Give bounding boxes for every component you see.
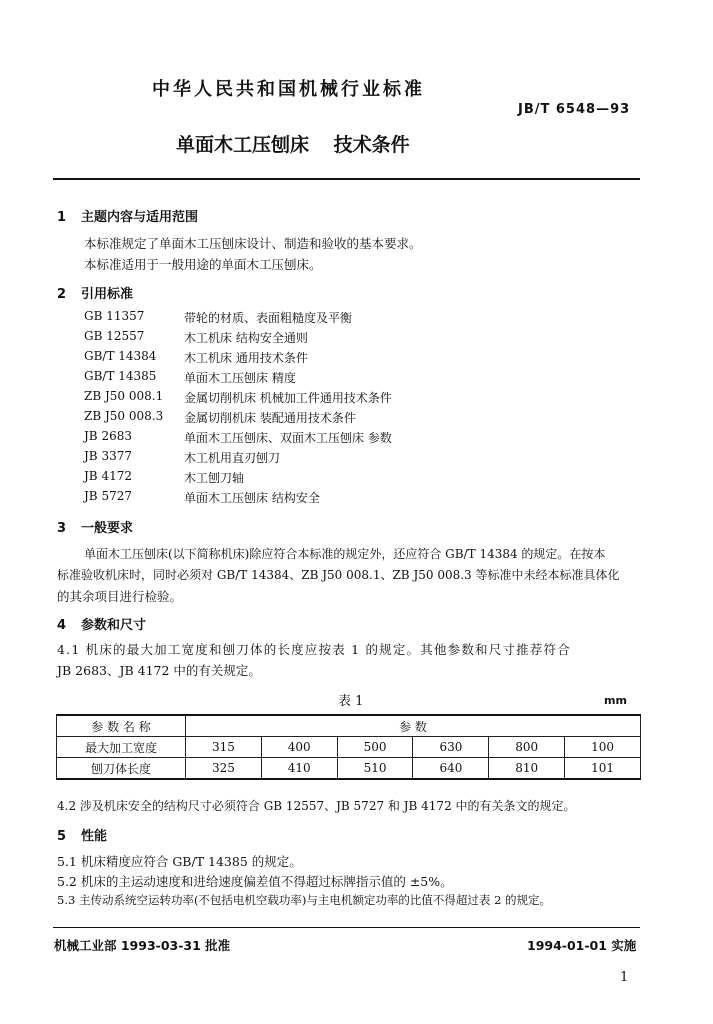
standard-code: JB/T 6548—93 — [518, 102, 631, 117]
parameter-table — [56, 714, 641, 780]
ref-title: 单面木工压刨床、双面木工压刨床 参数 — [184, 431, 392, 445]
table-cell: 810 — [489, 758, 565, 780]
section-3-heading: 3 一般要求 — [57, 521, 134, 536]
section-4-heading: 4 参数和尺寸 — [57, 618, 147, 633]
table-cell: 630 — [413, 737, 489, 758]
ref-code: GB/T 14385 — [84, 369, 157, 383]
table-caption: 表 1 — [338, 694, 364, 709]
section-3-line-3: 的其余项目进行检验。 — [57, 589, 183, 604]
ref-code: JB 3377 — [84, 449, 132, 463]
ref-code: GB/T 14384 — [84, 349, 157, 363]
ref-title: 金属切削机床 装配通用技术条件 — [184, 411, 356, 425]
document-title: 单面木工压刨床 技术条件 — [176, 134, 410, 156]
section-5-heading: 5 性能 — [57, 829, 108, 844]
ref-title: 木工机用直刃刨刀 — [184, 451, 281, 465]
table-cell: 400 — [261, 737, 337, 758]
table-cell: 410 — [261, 758, 337, 780]
table-cell: 500 — [337, 737, 413, 758]
section-1-heading: 1 主题内容与适用范围 — [57, 210, 199, 225]
effective-date: 1994-01-01 实施 — [527, 938, 637, 953]
clause-5-2: 5.2 机床的主运动速度和进给速度偏差值不得超过标牌指示值的 ±5%。 — [57, 874, 453, 889]
ref-title: 木工刨刀轴 — [184, 471, 245, 485]
footer-rule — [53, 927, 640, 928]
table-row — [57, 737, 641, 758]
clause-5-3: 5.3 主传动系统空运转功率(不包括电机空载功率)与主电机额定功率的比值不得超过表 2 的规定。 — [57, 893, 552, 907]
ref-title: 单面木工压刨床 精度 — [184, 371, 296, 385]
clause-4-1-line-1: 4.1 机床的最大加工宽度和刨刀体的长度应按表 1 的规定。其他参数和尺寸推荐符合 — [57, 642, 571, 657]
table-header-row — [57, 715, 641, 737]
table-cell: 640 — [413, 758, 489, 780]
issuing-body: 中华人民共和国机械行业标准 — [152, 79, 425, 100]
table-cell: 315 — [186, 737, 262, 758]
table-header-cell: 参 数 — [186, 715, 641, 737]
table-unit: mm — [604, 694, 627, 707]
table-cell: 800 — [489, 737, 565, 758]
section-3-line-2: 标准验收机床时，同时必须对 GB/T 14384、ZB J50 008.1、ZB J50 008.3 等标准中未经本标准具体化 — [57, 568, 620, 582]
ref-code: JB 2683 — [84, 429, 132, 443]
header-rule — [53, 178, 640, 180]
ref-code: ZB J50 008.1 — [84, 389, 164, 403]
ref-code: JB 5727 — [84, 489, 132, 503]
ref-code: GB 11357 — [84, 309, 145, 323]
ref-code: JB 4172 — [84, 469, 132, 483]
table-cell: 刨刀体长度 — [57, 758, 186, 780]
clause-4-1-line-2: JB 2683、JB 4172 中的有关规定。 — [57, 663, 261, 678]
clause-4-2: 4.2 涉及机床安全的结构尺寸必须符合 GB 12557、JB 5727 和 JB 4172 中的有关条文的规定。 — [57, 799, 576, 813]
table-cell: 100 — [565, 737, 641, 758]
page-number: 1 — [620, 970, 629, 985]
approval-date: 机械工业部 1993-03-31 批准 — [54, 938, 231, 953]
ref-code: ZB J50 008.3 — [84, 409, 164, 423]
table-cell: 101 — [565, 758, 641, 780]
ref-title: 单面木工压刨床 结构安全 — [184, 491, 320, 505]
table-cell: 325 — [186, 758, 262, 780]
clause-5-1: 5.1 机床精度应符合 GB/T 14385 的规定。 — [57, 854, 302, 869]
table-header-cell: 参 数 名 称 — [57, 715, 186, 737]
section-1-para-1: 本标准规定了单面木工压刨床设计、制造和验收的基本要求。 — [84, 236, 422, 251]
ref-title: 金属切削机床 机械加工件通用技术条件 — [184, 391, 392, 405]
section-1-para-2: 本标准适用于一般用途的单面木工压刨床。 — [84, 257, 322, 272]
table-row — [57, 758, 641, 780]
section-3-line-1: 单面木工压刨床(以下简称机床)除应符合本标准的规定外，还应符合 GB/T 14384 的规定。在按本 — [84, 547, 606, 561]
ref-title: 带轮的材质、表面粗糙度及平衡 — [184, 311, 353, 325]
ref-title: 木工机床 结构安全通则 — [184, 331, 308, 345]
table-cell: 最大加工宽度 — [57, 737, 186, 758]
ref-title: 木工机床 通用技术条件 — [184, 351, 308, 365]
ref-code: GB 12557 — [84, 329, 145, 343]
table-cell: 510 — [337, 758, 413, 780]
section-2-heading: 2 引用标准 — [57, 287, 134, 302]
